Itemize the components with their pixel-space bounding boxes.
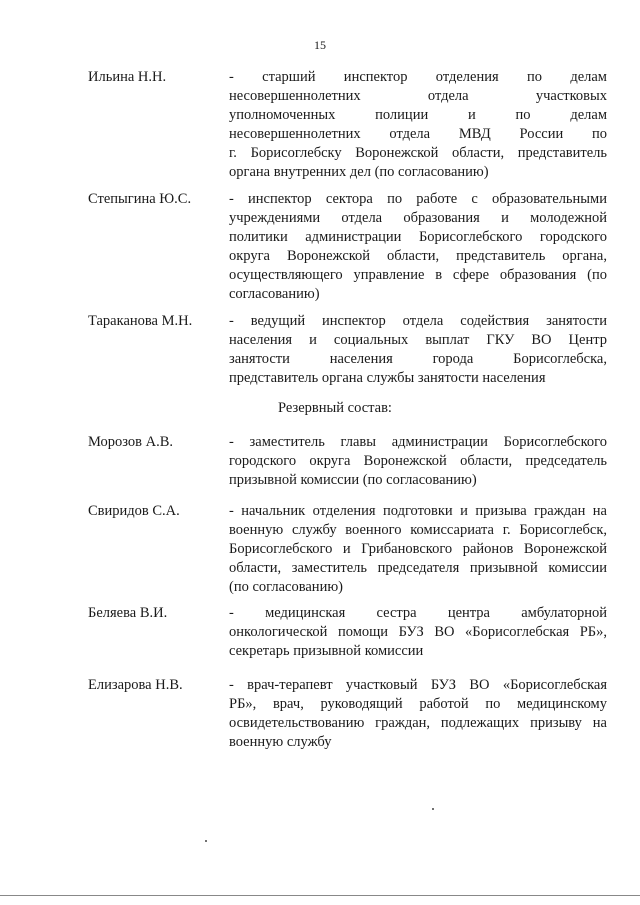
description-line: несовершеннолетних отдела участковых (229, 88, 607, 104)
member-name: Ильина Н.Н. (88, 69, 167, 85)
description-line: военную службу (229, 734, 332, 750)
description-line: согласованию) (229, 286, 320, 302)
description-line: политики администрации Борисоглебского городского (229, 229, 607, 245)
description-line: округа Воронежской области, представитель органа, (229, 248, 607, 264)
description-line: Борисоглебского и Грибановского районов Воронежской (229, 541, 607, 557)
description-line: уполномоченных полиции и по делам (229, 107, 607, 123)
member-name: Свиридов С.А. (88, 503, 180, 519)
scan-speck (432, 808, 434, 810)
member-name: Степыгина Ю.С. (88, 191, 192, 207)
scan-edge-line (0, 895, 640, 896)
description-line: - заместитель главы администрации Борисоглебского (229, 434, 607, 450)
description-line: занятости населения города Борисоглебска, (229, 351, 607, 367)
description-line: г. Борисоглебску Воронежской области, представитель (229, 145, 607, 161)
description-line: - инспектор сектора по работе с образовательными (229, 191, 607, 207)
member-description (229, 433, 607, 490)
description-line: - начальник отделения подготовки и призыва граждан на (229, 503, 607, 519)
description-line: осуществляющего управление в сфере образования (по (229, 267, 607, 283)
member-description (229, 676, 607, 752)
description-line: (по согласованию) (229, 579, 343, 595)
description-line: населения и социальных выплат ГКУ ВО Центр (229, 332, 607, 348)
description-line: военную службу военного комиссариата г. Борисоглебск, (229, 522, 607, 538)
description-line: онкологической помощи БУЗ ВО «Борисоглебская РБ», (229, 624, 607, 640)
member-name: Морозов А.В. (88, 434, 174, 450)
description-line: городского округа Воронежской области, председатель (229, 453, 607, 469)
description-line: - врач-терапевт участковый БУЗ ВО «Борисоглебская (229, 677, 607, 693)
page-number: 15 (314, 38, 326, 52)
description-line: органа внутренних дел (по согласованию) (229, 164, 489, 180)
member-name: Тараканова М.Н. (88, 313, 193, 329)
description-line: области, заместитель председателя призывной комиссии (229, 560, 607, 576)
description-line: призывной комиссии (по согласованию) (229, 472, 477, 488)
member-description (229, 312, 607, 388)
member-description (229, 190, 607, 304)
description-line: РБ», врач, руководящий работой по медицинскому (229, 696, 607, 712)
description-line: представитель органа службы занятости населения (229, 370, 546, 386)
member-name: Беляева В.И. (88, 605, 168, 621)
description-line: освидетельствованию граждан, подлежащих призыву на (229, 715, 607, 731)
description-line: - старший инспектор отделения по делам (229, 69, 607, 85)
reserve-heading: Резервный состав: (278, 400, 392, 416)
member-description (229, 68, 607, 182)
member-description (229, 604, 607, 661)
description-line: секретарь призывной комиссии (229, 643, 424, 659)
description-line: учреждениями отдела образования и молодежной (229, 210, 607, 226)
member-description (229, 502, 607, 597)
description-line: - медицинская сестра центра амбулаторной (229, 605, 607, 621)
description-line: несовершеннолетних отдела МВД России по (229, 126, 607, 142)
description-line: - ведущий инспектор отдела содействия занятости (229, 313, 607, 329)
member-name: Елизарова Н.В. (88, 677, 183, 693)
scan-speck (205, 840, 207, 842)
